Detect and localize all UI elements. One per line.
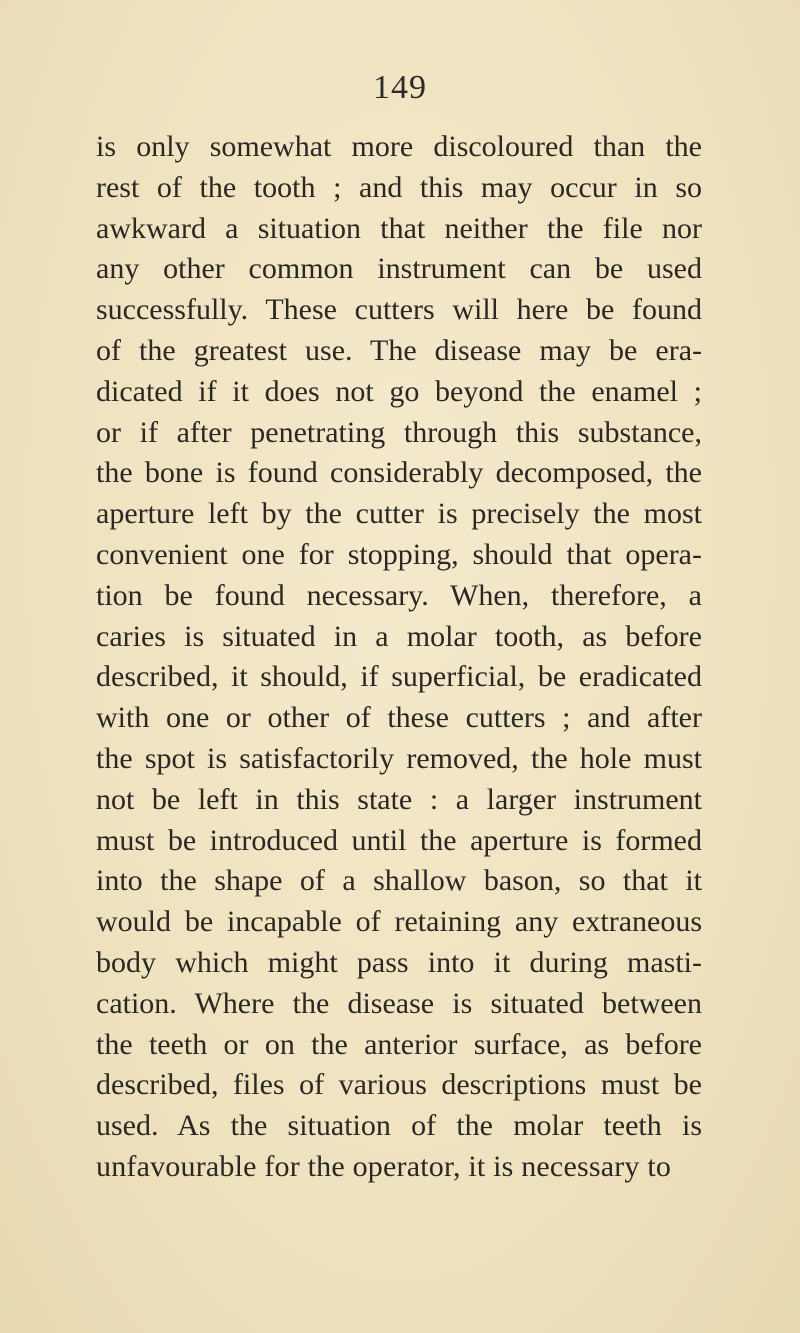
text-line: convenient one for stopping, should that opera- [96,537,702,571]
text-line: not be left in this state : a larger instrument [96,782,702,816]
text-line: the bone is found considerably decomposed, the [96,456,702,490]
text-line: cation. Where the disease is situated between [96,986,702,1020]
text-line: caries is situated in a molar tooth, as before [96,619,702,653]
text-line: rest of the tooth ; and this may occur in so [96,170,702,204]
text-line: any other common instrument can be used [96,252,702,286]
text-line: the spot is satisfactorily removed, the hole must [96,741,702,775]
text-line: body which might pass into it during masti- [96,945,702,979]
text-line: with one or other of these cutters ; and after [96,701,702,735]
text-line: tion be found necessary. When, therefore, a [96,578,702,612]
text-line: would be incapable of retaining any extraneous [96,905,702,939]
text-line: the teeth or on the anterior surface, as before [96,1027,702,1061]
body-text [96,127,702,1188]
page-number: 149 [373,69,427,106]
text-line: into the shape of a shallow bason, so that it [96,864,702,898]
text-line: unfavourable for the operator, it is necessary to [96,1149,672,1183]
text-line: or if after penetrating through this substance, [96,415,702,449]
text-line: used. As the situation of the molar teeth is [96,1109,702,1143]
text-line: aperture left by the cutter is precisely the most [96,497,702,531]
text-line: successfully. These cutters will here be found [96,293,702,327]
text-line: described, it should, if superficial, be eradicated [96,660,702,694]
text-line: is only somewhat more discoloured than the [96,130,702,163]
text-line: of the greatest use. The disease may be era- [96,333,702,367]
text-line: dicated if it does not go beyond the enamel ; [96,374,702,408]
text-line: awkward a situation that neither the file nor [96,211,702,245]
text-line: must be introduced until the aperture is formed [96,823,702,857]
text-line: described, files of various descriptions must be [96,1068,702,1102]
